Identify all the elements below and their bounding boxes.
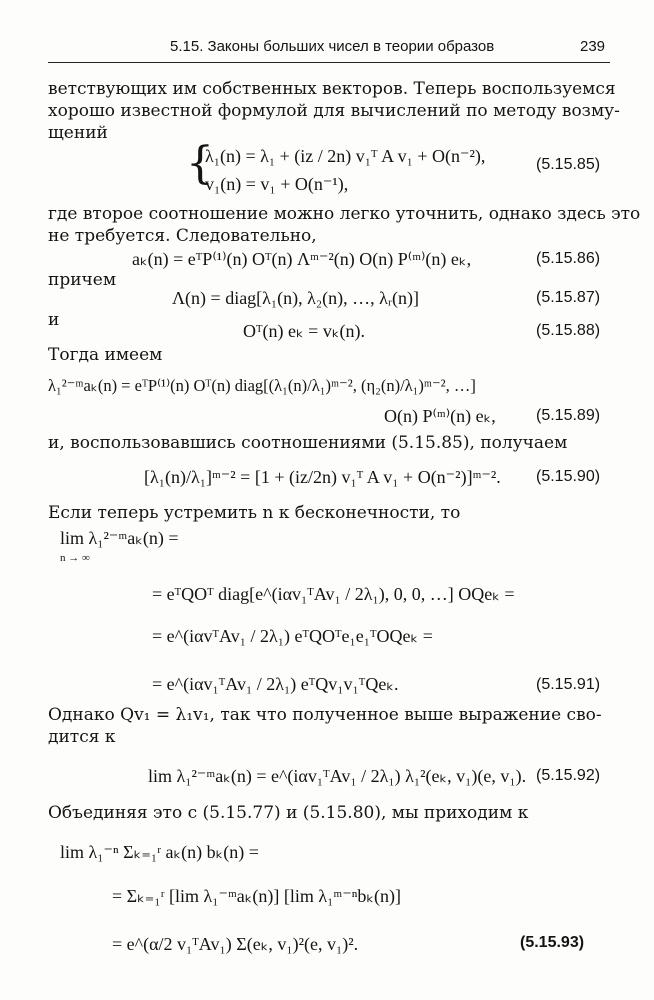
- text-line: хорошо известной формулой для вычислений по методу возму-: [48, 101, 620, 121]
- text-line: причем: [48, 270, 117, 290]
- text-line: Объединяя это с (5.15.77) и (5.15.80), мы приходим к: [48, 803, 529, 823]
- equation-93c: = e^(α/2 v₁ᵀAv₁) Σ(eₖ, v₁)²(e, v₁)².: [112, 934, 359, 954]
- equation-number: (5.15.93): [520, 934, 585, 951]
- equation-number: (5.15.85): [536, 156, 601, 173]
- text-line: не требуется. Следовательно,: [48, 226, 317, 246]
- text-line: ветствующих им собственных векторов. Теперь воспользуемся: [48, 79, 616, 99]
- equation-88: Oᵀ(n) eₖ = vₖ(n).: [243, 321, 365, 341]
- text-line: где второе соотношение можно легко уточнить, однако здесь это: [48, 204, 641, 224]
- equation-number: (5.15.92): [536, 767, 601, 784]
- equation-91a: lim λ₁²⁻ᵐaₖ(n) =: [60, 528, 179, 548]
- text-line: дится к: [48, 727, 116, 747]
- text-line: Однако Qv₁ = λ₁v₁, так что полученное выше выражение сво-: [48, 705, 602, 725]
- equation-93a: lim λ₁⁻ⁿ Σₖ₌₁ʳ aₖ(n) bₖ(n) =: [60, 842, 259, 862]
- equation-number: (5.15.91): [536, 676, 601, 693]
- equation-number: (5.15.86): [536, 250, 601, 267]
- limit-subscript: n → ∞: [60, 552, 90, 564]
- equation-86: aₖ(n) = eᵀP⁽¹⁾(n) Oᵀ(n) Λᵐ⁻²(n) O(n) P⁽ᵐ⁾(n) eₖ,: [132, 249, 472, 269]
- equation-93b: = Σₖ₌₁ʳ [lim λ₁⁻ᵐaₖ(n)] [lim λ₁ᵐ⁻ⁿbₖ(n)]: [112, 886, 402, 906]
- equation-89a: λ₁²⁻ᵐaₖ(n) = eᵀP⁽¹⁾(n) Oᵀ(n) diag[(λ₁(n)/λ₁)ᵐ⁻², (η₂(n)/λ₁)ᵐ⁻², …]: [48, 376, 476, 395]
- equation-91b: = eᵀQOᵀ diag[e^(iαv₁ᵀAv₁ / 2λ₁), 0, 0, …] OQeₖ =: [152, 584, 515, 604]
- equation-91d: = e^(iαv₁ᵀAv₁ / 2λ₁) eᵀQv₁v₁ᵀQeₖ.: [152, 674, 399, 694]
- equation-85b: v₁(n) = v₁ + O(n⁻¹),: [205, 174, 349, 194]
- text-line: щений: [48, 123, 108, 143]
- text-line: Если теперь устремить n к бесконечности, то: [48, 503, 461, 523]
- equation-85a: λ₁(n) = λ₁ + (iz / 2n) v₁ᵀ A v₁ + O(n⁻²),: [205, 146, 486, 166]
- equation-89b: O(n) P⁽ᵐ⁾(n) eₖ,: [384, 406, 496, 426]
- text-line: и: [48, 310, 60, 330]
- equation-92: lim λ₁²⁻ᵐaₖ(n) = e^(iαv₁ᵀAv₁ / 2λ₁) λ₁²(eₖ, v₁)(e, v₁).: [148, 766, 527, 786]
- equation-number: (5.15.89): [536, 407, 601, 424]
- running-header: 5.15. Законы больших чисел в теории образов: [170, 38, 495, 55]
- equation-87: Λ(n) = diag[λ₁(n), λ₂(n), …, λᵣ(n)]: [172, 288, 419, 308]
- equation-90: [λ₁(n)/λ₁]ᵐ⁻² = [1 + (iz/2n) v₁ᵀ A v₁ + O(n⁻²)]ᵐ⁻².: [144, 467, 501, 487]
- equation-91c: = e^(iαvᵀAv₁ / 2λ₁) eᵀQOᵀe₁e₁ᵀOQeₖ =: [152, 626, 433, 646]
- equation-number: (5.15.87): [536, 289, 601, 306]
- text-line: Тогда имеем: [48, 345, 163, 365]
- left-brace: {: [186, 138, 214, 189]
- header-rule: [48, 62, 610, 63]
- equation-number: (5.15.90): [536, 468, 601, 485]
- equation-number: (5.15.88): [536, 322, 601, 339]
- page-number: 239: [580, 38, 606, 55]
- text-line: и, воспользовавшись соотношениями (5.15.85), получаем: [48, 433, 568, 453]
